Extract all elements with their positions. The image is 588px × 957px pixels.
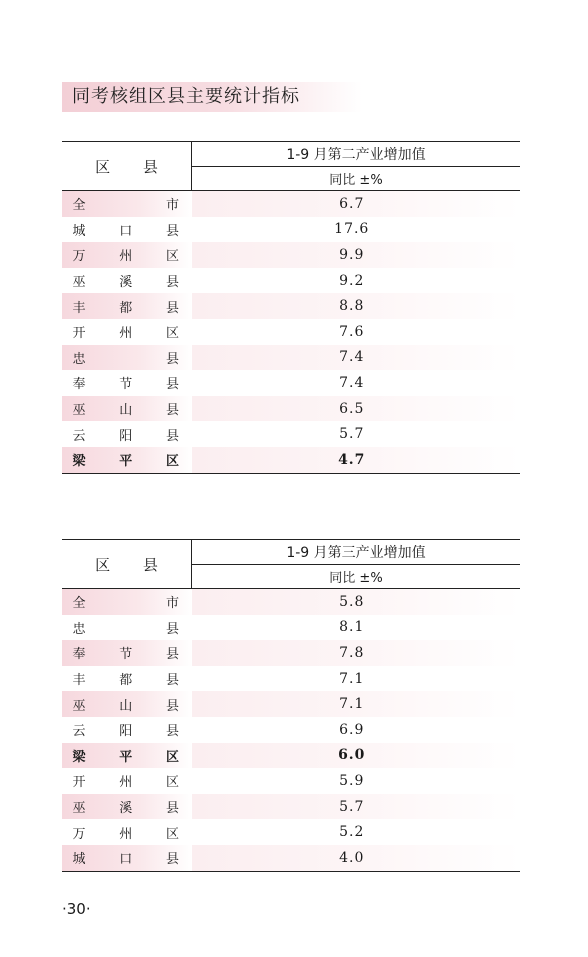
district-name-char: 区 [165, 326, 179, 342]
table-row [62, 743, 520, 769]
district-name-char: 阳 [119, 724, 133, 740]
district-name-char: 平 [119, 454, 133, 470]
district-name-char: 巫 [72, 698, 86, 714]
table-row [62, 589, 520, 615]
table-row [62, 370, 520, 396]
district-name-cell [62, 615, 192, 641]
district-name-char: 丰 [72, 673, 86, 689]
district-name-cell [62, 191, 192, 217]
district-name-char: 山 [119, 403, 133, 419]
district-name-char: 奉 [72, 647, 86, 663]
district-name-char: 区 [165, 249, 179, 265]
secondary-industry-table [62, 141, 520, 474]
district-name-char: 州 [119, 826, 133, 842]
district-name-char: 区 [165, 775, 179, 791]
district-name-char: 梁 [72, 749, 86, 765]
growth-value: 8.1 [339, 619, 365, 636]
district-name-char: 县 [165, 801, 179, 817]
table-row [62, 717, 520, 743]
district-name-char [119, 194, 133, 213]
district-name-char: 县 [165, 852, 179, 868]
table-row [62, 666, 520, 692]
district-name-char: 溪 [119, 275, 133, 291]
district-name-char: 梁 [72, 454, 86, 470]
district-name-char [119, 592, 133, 611]
growth-value: 5.7 [192, 794, 521, 820]
district-name-cell [62, 293, 192, 319]
district-name-char: 节 [119, 647, 133, 663]
district-name-char: 县 [165, 377, 179, 393]
district-name-char: 云 [72, 724, 86, 740]
growth-value: 7.8 [192, 640, 521, 666]
growth-value: 5.9 [339, 772, 365, 789]
district-header: 区 县 [62, 540, 192, 589]
district-name-char: 城 [72, 852, 86, 868]
district-name-cell [62, 370, 192, 396]
table-row [62, 191, 520, 217]
district-name-char: 市 [165, 198, 179, 214]
district-name-char: 巫 [72, 801, 86, 817]
district-name-char: 州 [119, 775, 133, 791]
district-name-cell [62, 396, 192, 422]
district-name-char: 开 [72, 775, 86, 791]
tertiary-industry-table [62, 539, 520, 872]
district-name-cell [62, 242, 192, 268]
district-name-char: 忠 [72, 621, 86, 637]
district-header: 区 县 [62, 142, 192, 191]
district-name-char: 州 [119, 249, 133, 265]
district-name-char: 节 [119, 377, 133, 393]
district-name-char: 城 [72, 223, 86, 239]
district-name-cell [62, 268, 192, 294]
unit-header: 同比 ±% [192, 564, 521, 589]
table-row [62, 268, 520, 294]
growth-value: 6.9 [339, 721, 365, 738]
district-name-char: 县 [165, 698, 179, 714]
district-name-char: 都 [119, 673, 133, 689]
table-row [62, 396, 520, 422]
table-body [62, 191, 520, 474]
district-name-char: 市 [165, 596, 179, 612]
section-title: 同考核组区县主要统计指标 [62, 82, 362, 112]
district-name-cell [62, 345, 192, 371]
district-name-char: 平 [119, 749, 133, 765]
growth-value: 7.6 [339, 323, 365, 340]
district-name-char: 万 [72, 249, 86, 265]
table-row [62, 691, 520, 717]
district-name-char: 都 [119, 300, 133, 316]
growth-value: 6.5 [192, 396, 521, 422]
district-name-cell [62, 421, 192, 447]
growth-value: 9.9 [192, 242, 521, 268]
table-row [62, 819, 520, 845]
table-row [62, 845, 520, 871]
district-name-cell [62, 691, 192, 717]
district-name-cell [62, 319, 192, 345]
growth-value: 6.7 [192, 191, 521, 217]
growth-value: 8.8 [192, 293, 521, 319]
growth-value: 7.4 [339, 374, 365, 391]
district-name-char: 县 [165, 223, 179, 239]
district-name-char: 区 [165, 826, 179, 842]
district-name-char: 丰 [72, 300, 86, 316]
district-name-cell [62, 819, 192, 845]
district-name-char: 万 [72, 826, 86, 842]
district-name-char: 全 [72, 596, 86, 612]
district-name-cell [62, 640, 192, 666]
district-name-char: 口 [119, 852, 133, 868]
district-name-cell [62, 666, 192, 692]
growth-value: 5.2 [339, 824, 365, 841]
district-name-char: 口 [119, 223, 133, 239]
table-row [62, 242, 520, 268]
district-name-char: 云 [72, 428, 86, 444]
district-name-char: 巫 [72, 403, 86, 419]
district-name-char: 州 [119, 326, 133, 342]
district-name-char: 阳 [119, 428, 133, 444]
growth-value: 17.6 [334, 221, 370, 238]
district-name-char: 奉 [72, 377, 86, 393]
table-body [62, 589, 520, 872]
table-row [62, 768, 520, 794]
table-row [62, 447, 520, 473]
growth-value: 7.4 [192, 345, 521, 371]
growth-value: 5.7 [339, 426, 365, 443]
district-name-cell [62, 589, 192, 615]
district-name-char: 县 [165, 403, 179, 419]
growth-value: 6.0 [192, 743, 521, 769]
district-name-cell [62, 743, 192, 769]
district-name-cell [62, 794, 192, 820]
table-row [62, 615, 520, 641]
district-name-char: 县 [165, 275, 179, 291]
metric-header: 1-9 月第三产业增加值 [192, 540, 521, 565]
district-name-char: 区 [165, 454, 179, 470]
district-name-cell [62, 447, 192, 473]
district-name-char: 忠 [72, 351, 86, 367]
district-name-char: 县 [165, 647, 179, 663]
district-name-char: 溪 [119, 801, 133, 817]
table-row [62, 794, 520, 820]
district-name-char [119, 618, 133, 637]
district-name-char: 县 [165, 300, 179, 316]
table-row [62, 319, 520, 345]
district-name-cell [62, 845, 192, 871]
district-name-cell [62, 717, 192, 743]
district-name-char: 县 [165, 621, 179, 637]
district-name-cell [62, 217, 192, 243]
growth-value: 9.2 [339, 272, 365, 289]
metric-header: 1-9 月第二产业增加值 [192, 142, 521, 167]
growth-value: 4.7 [192, 447, 521, 473]
table-row [62, 640, 520, 666]
district-name-char: 县 [165, 724, 179, 740]
district-name-cell [62, 768, 192, 794]
district-name-char: 山 [119, 698, 133, 714]
district-name-char: 巫 [72, 275, 86, 291]
district-name-char: 全 [72, 198, 86, 214]
growth-value: 5.8 [192, 589, 521, 615]
district-name-char: 区 [165, 749, 179, 765]
district-name-char: 开 [72, 326, 86, 342]
growth-value: 7.1 [192, 691, 521, 717]
district-name-char: 县 [165, 673, 179, 689]
table-row [62, 217, 520, 243]
growth-value: 7.1 [339, 670, 365, 687]
table-row [62, 345, 520, 371]
growth-value: 4.0 [192, 845, 521, 871]
district-name-char: 县 [165, 351, 179, 367]
page-number: ·30· [62, 900, 91, 918]
district-name-char: 县 [165, 428, 179, 444]
table-row [62, 421, 520, 447]
unit-header: 同比 ±% [192, 166, 521, 191]
district-name-char [119, 348, 133, 367]
table-row [62, 293, 520, 319]
